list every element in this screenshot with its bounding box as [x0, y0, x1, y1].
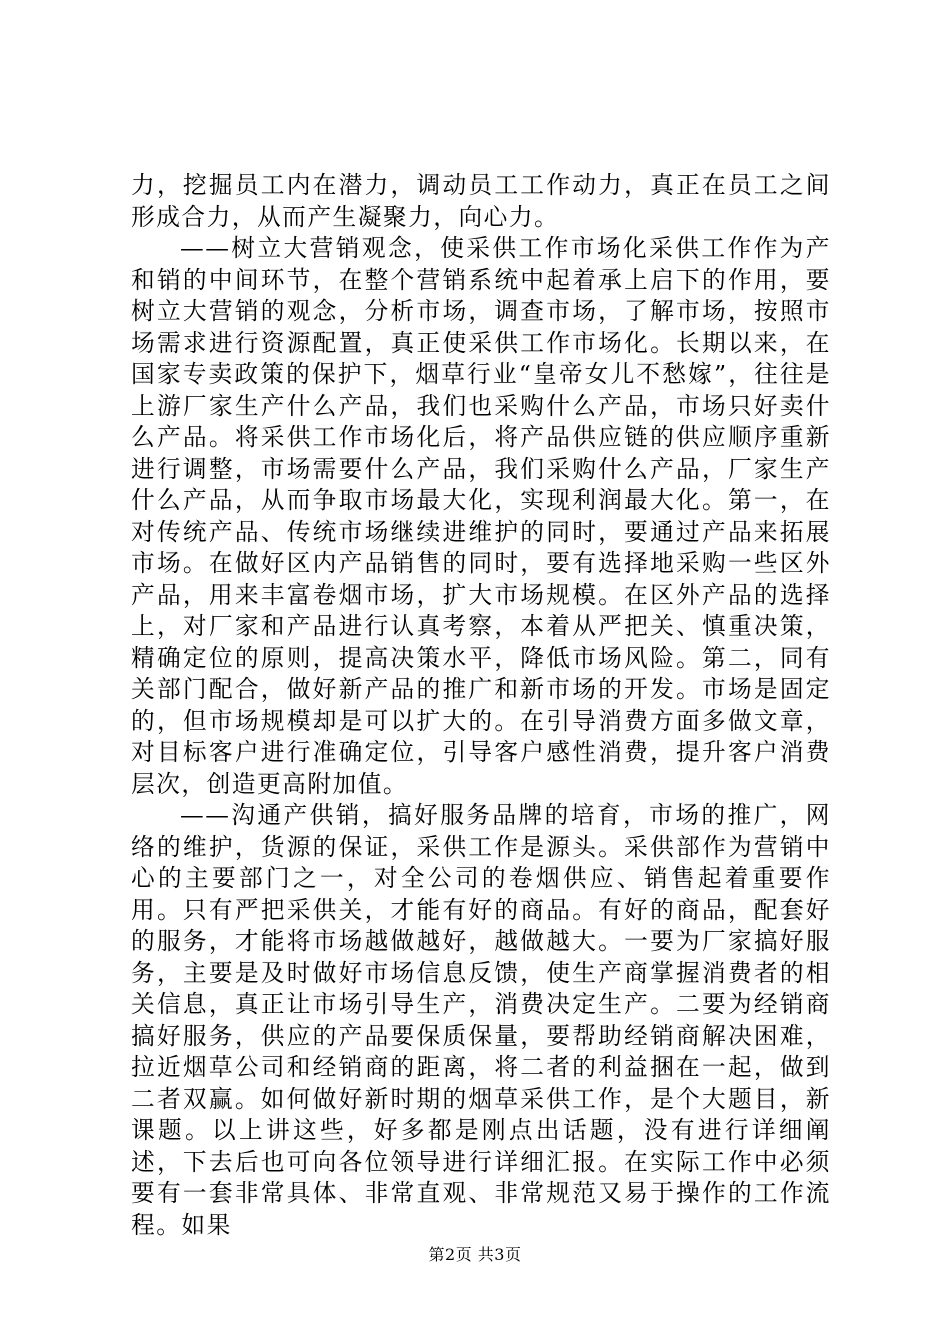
document-body	[131, 170, 831, 1241]
page-number-label: 第2页 共3页	[428, 1245, 522, 1264]
paragraph-continuation: 力，挖掘员工内在潜力，调动员工工作动力，真正在员工之间形成合力，从而产生凝聚力，向心力。	[131, 171, 831, 231]
paragraph-marketing-concept: ——树立大营销观念，使采供工作市场化采供工作作为产和销的中间环节，在整个营销系统中起着承上启下的作用，要树立大营销的观念，分析市场，调查市场，了解市场，按照市场需求进行资源配置，真正使采供工作市场化。长期以来，在国家专卖政策的保护下，烟草行业“皇帝女儿不愁嫁”，往往是上游厂家生产什么产品，我们也采购什么产品，市场只好卖什么产品。将采供工作市场化后，将产品供应链的供应顺序重新进行调整，市场需要什么产品，我们采购什么产品，厂家生产什么产品，从而争取市场最大化，实现利润最大化。第一，在对传统产品、传统市场继续进维护的同时，要通过产品来拓展市场。在做好区内产品销售的同时，要有选择地采购一些区外产品，用来丰富卷烟市场，扩大市场规模。在区外产品的选择上，对厂家和产品进行认真考察，本着从严把关、慎重决策，精确定位的原则，提高决策水平，降低市场风险。第二，同有关部门配合，做好新产品的推广和新市场的开发。市场是固定的，但市场规模却是可以扩大的。在引导消费方面多做文章，对目标客户进行准确定位，引导客户感性消费，提升客户消费层次，创造更高附加值。	[131, 234, 831, 798]
page-footer	[0, 1245, 950, 1265]
paragraph-supply-communication: ——沟通产供销，搞好服务品牌的培育，市场的推广，网络的维护，货源的保证，采供工作是源头。采供部作为营销中心的主要部门之一，对全公司的卷烟供应、销售起着重要作用。只有严把采供关，才能有好的商品。有好的商品，配套好的服务，才能将市场越做越好，越做越大。一要为厂家搞好服务，主要是及时做好市场信息反馈，使生产商掌握消费者的相关信息，真正让市场引导生产，消费决定生产。二要为经销商搞好服务，供应的产品要保质保量，要帮助经销商解决困难，拉近烟草公司和经销商的距离，将二者的利益捆在一起，做到二者双赢。如何做好新时期的烟草采供工作，是个大题目，新课题。以上讲这些，好多都是刚点出话题，没有进行详细阐述，下去后也可向各位领导进行详细汇报。在实际工作中必须要有一套非常具体、非常直观、非常规范又易于操作的工作流程。如果	[131, 801, 831, 1239]
